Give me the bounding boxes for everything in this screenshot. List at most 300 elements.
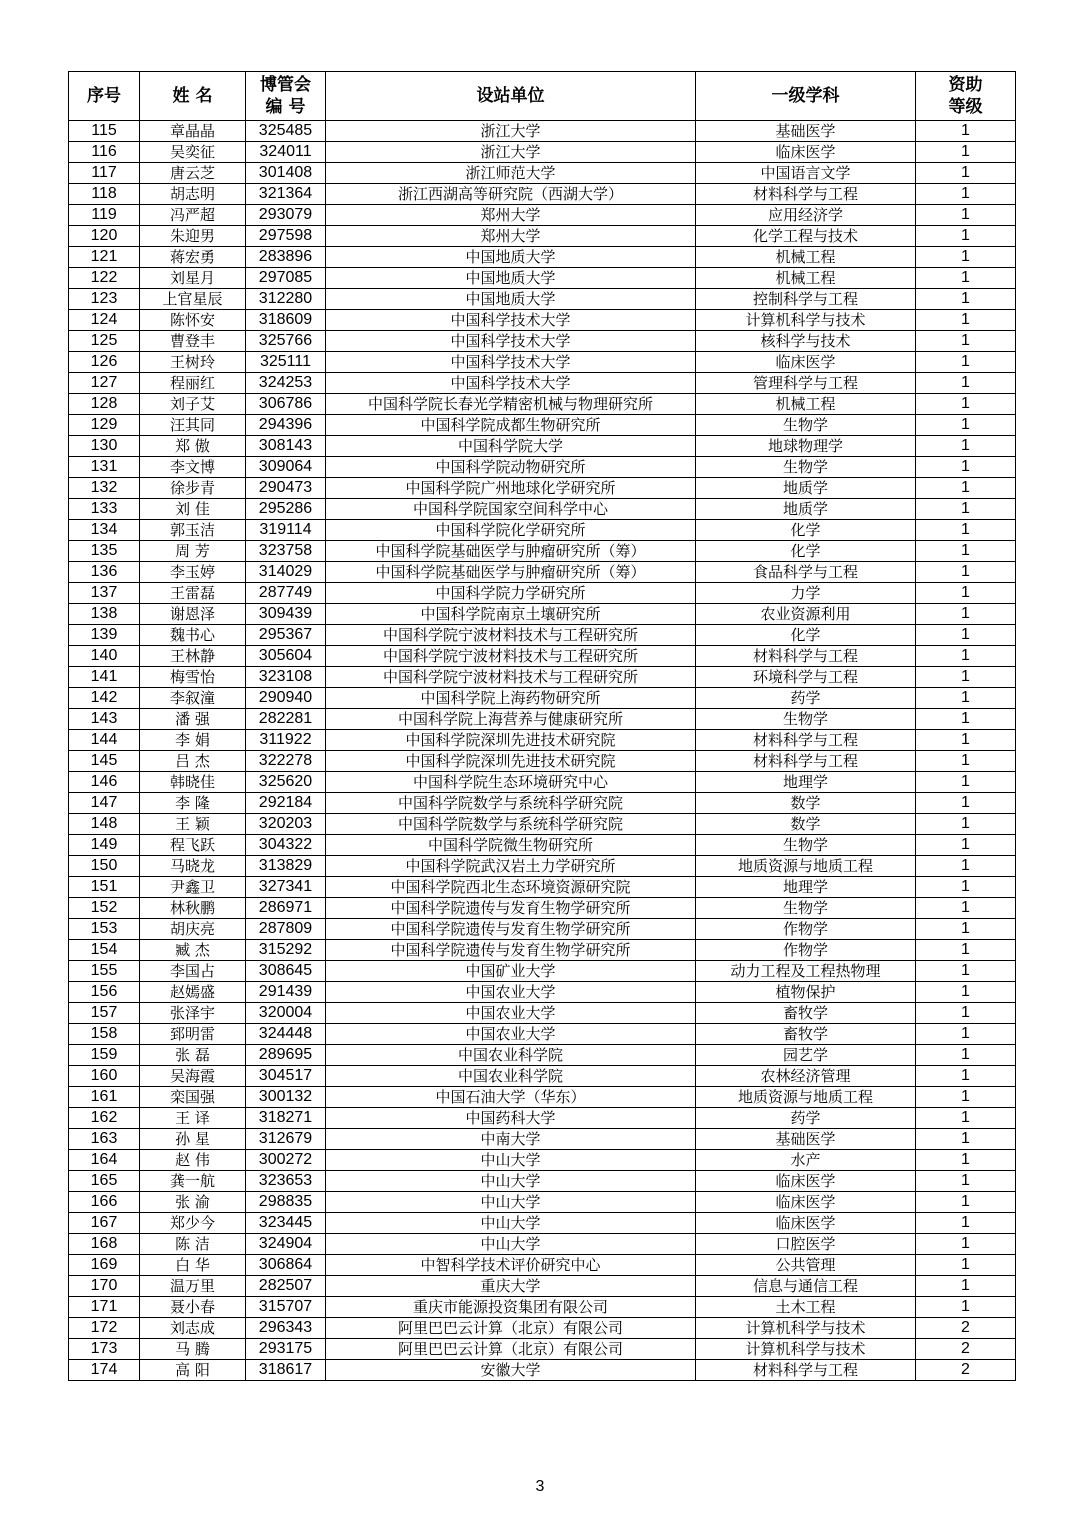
header-id-line1: 博管会 xyxy=(260,75,311,95)
unit-cell: 浙江西湖高等研究院（西湖大学） xyxy=(326,184,696,205)
seq-cell: 152 xyxy=(69,898,140,919)
discipline-cell: 植物保护 xyxy=(696,982,916,1003)
id-cell: 318617 xyxy=(246,1360,326,1381)
id-cell: 305604 xyxy=(246,646,326,667)
name-cell: 马 腾 xyxy=(140,1339,246,1360)
unit-cell: 中国科学院基础医学与肿瘤研究所（筹） xyxy=(326,562,696,583)
seq-cell: 149 xyxy=(69,835,140,856)
grade-cell: 1 xyxy=(916,478,1016,499)
id-cell: 300272 xyxy=(246,1150,326,1171)
discipline-cell: 基础医学 xyxy=(696,1129,916,1150)
table-row xyxy=(69,1066,1016,1087)
seq-cell: 125 xyxy=(69,331,140,352)
unit-cell: 中山大学 xyxy=(326,1150,696,1171)
name-cell: 张 渝 xyxy=(140,1192,246,1213)
name-cell: 郅明雷 xyxy=(140,1024,246,1045)
table-row xyxy=(69,772,1016,793)
id-cell: 309439 xyxy=(246,604,326,625)
unit-cell: 中国科学技术大学 xyxy=(326,373,696,394)
discipline-cell: 临床医学 xyxy=(696,1192,916,1213)
discipline-cell: 水产 xyxy=(696,1150,916,1171)
unit-cell: 重庆市能源投资集团有限公司 xyxy=(326,1297,696,1318)
unit-cell: 中国科学院上海药物研究所 xyxy=(326,688,696,709)
seq-cell: 115 xyxy=(69,121,140,142)
table-row xyxy=(69,1150,1016,1171)
table-row xyxy=(69,1087,1016,1108)
unit-cell: 中国科学院基础医学与肿瘤研究所（筹） xyxy=(326,541,696,562)
grade-cell: 1 xyxy=(916,1024,1016,1045)
seq-cell: 124 xyxy=(69,310,140,331)
id-cell: 306864 xyxy=(246,1255,326,1276)
grade-cell: 1 xyxy=(916,121,1016,142)
grade-cell: 1 xyxy=(916,394,1016,415)
table-row xyxy=(69,436,1016,457)
grade-cell: 1 xyxy=(916,814,1016,835)
grade-cell: 1 xyxy=(916,1255,1016,1276)
discipline-cell: 地球物理学 xyxy=(696,436,916,457)
discipline-cell: 土木工程 xyxy=(696,1297,916,1318)
name-cell: 朱迎男 xyxy=(140,226,246,247)
table-row xyxy=(69,562,1016,583)
seq-cell: 147 xyxy=(69,793,140,814)
id-cell: 304322 xyxy=(246,835,326,856)
name-cell: 魏书心 xyxy=(140,625,246,646)
id-cell: 293175 xyxy=(246,1339,326,1360)
table-row xyxy=(69,415,1016,436)
name-cell: 赵 伟 xyxy=(140,1150,246,1171)
name-cell: 栾国强 xyxy=(140,1087,246,1108)
discipline-cell: 计算机科学与技术 xyxy=(696,310,916,331)
grade-cell: 1 xyxy=(916,688,1016,709)
unit-cell: 中国科学院生态环境研究中心 xyxy=(326,772,696,793)
seq-cell: 154 xyxy=(69,940,140,961)
discipline-cell: 化学工程与技术 xyxy=(696,226,916,247)
unit-cell: 中国科学院武汉岩土力学研究所 xyxy=(326,856,696,877)
seq-cell: 168 xyxy=(69,1234,140,1255)
name-cell: 谢恩泽 xyxy=(140,604,246,625)
discipline-cell: 地理学 xyxy=(696,877,916,898)
name-cell: 高 阳 xyxy=(140,1360,246,1381)
table-row xyxy=(69,1045,1016,1066)
table-row xyxy=(69,478,1016,499)
seq-cell: 120 xyxy=(69,226,140,247)
name-cell: 白 华 xyxy=(140,1255,246,1276)
name-cell: 刘星月 xyxy=(140,268,246,289)
id-cell: 289695 xyxy=(246,1045,326,1066)
unit-cell: 中国科学院深圳先进技术研究院 xyxy=(326,730,696,751)
seq-cell: 121 xyxy=(69,247,140,268)
unit-cell: 中国科学院宁波材料技术与工程研究所 xyxy=(326,625,696,646)
unit-cell: 中国科学院广州地球化学研究所 xyxy=(326,478,696,499)
id-cell: 312280 xyxy=(246,289,326,310)
unit-cell: 浙江师范大学 xyxy=(326,163,696,184)
id-cell: 314029 xyxy=(246,562,326,583)
table-row xyxy=(69,877,1016,898)
id-cell: 295367 xyxy=(246,625,326,646)
discipline-cell: 动力工程及工程热物理 xyxy=(696,961,916,982)
discipline-cell: 生物学 xyxy=(696,415,916,436)
grade-cell: 1 xyxy=(916,1213,1016,1234)
id-cell: 313829 xyxy=(246,856,326,877)
discipline-cell: 畜牧学 xyxy=(696,1024,916,1045)
discipline-cell: 材料科学与工程 xyxy=(696,751,916,772)
name-cell: 王树玲 xyxy=(140,352,246,373)
seq-cell: 123 xyxy=(69,289,140,310)
name-cell: 李国占 xyxy=(140,961,246,982)
unit-cell: 郑州大学 xyxy=(326,205,696,226)
name-cell: 程飞跃 xyxy=(140,835,246,856)
grade-cell: 1 xyxy=(916,1234,1016,1255)
discipline-cell: 管理科学与工程 xyxy=(696,373,916,394)
unit-cell: 中智科学技术评价研究中心 xyxy=(326,1255,696,1276)
grade-cell: 1 xyxy=(916,373,1016,394)
discipline-cell: 食品科学与工程 xyxy=(696,562,916,583)
unit-cell: 中国石油大学（华东） xyxy=(326,1087,696,1108)
table-row xyxy=(69,688,1016,709)
unit-cell: 中国科学院宁波材料技术与工程研究所 xyxy=(326,667,696,688)
seq-cell: 161 xyxy=(69,1087,140,1108)
table-row xyxy=(69,1360,1016,1381)
id-cell: 324904 xyxy=(246,1234,326,1255)
name-cell: 潘 强 xyxy=(140,709,246,730)
name-cell: 陈 洁 xyxy=(140,1234,246,1255)
seq-cell: 162 xyxy=(69,1108,140,1129)
grade-cell: 1 xyxy=(916,898,1016,919)
name-cell: 马晓龙 xyxy=(140,856,246,877)
unit-cell: 中国农业大学 xyxy=(326,1024,696,1045)
unit-cell: 中国科学院遗传与发育生物学研究所 xyxy=(326,940,696,961)
grade-cell: 1 xyxy=(916,751,1016,772)
table-row xyxy=(69,940,1016,961)
unit-cell: 中国科学院遗传与发育生物学研究所 xyxy=(326,898,696,919)
discipline-cell: 农林经济管理 xyxy=(696,1066,916,1087)
name-cell: 韩晓佳 xyxy=(140,772,246,793)
id-cell: 311922 xyxy=(246,730,326,751)
name-cell: 吴奕征 xyxy=(140,142,246,163)
discipline-cell: 生物学 xyxy=(696,898,916,919)
grade-cell: 1 xyxy=(916,142,1016,163)
id-cell: 282507 xyxy=(246,1276,326,1297)
name-cell: 李 隆 xyxy=(140,793,246,814)
name-cell: 刘志成 xyxy=(140,1318,246,1339)
discipline-cell: 生物学 xyxy=(696,457,916,478)
name-cell: 上官星辰 xyxy=(140,289,246,310)
discipline-cell: 应用经济学 xyxy=(696,205,916,226)
seq-cell: 129 xyxy=(69,415,140,436)
unit-cell: 中国科学技术大学 xyxy=(326,352,696,373)
seq-cell: 174 xyxy=(69,1360,140,1381)
name-cell: 汪其同 xyxy=(140,415,246,436)
grade-cell: 1 xyxy=(916,604,1016,625)
grade-cell: 1 xyxy=(916,289,1016,310)
seq-cell: 145 xyxy=(69,751,140,772)
discipline-cell: 畜牧学 xyxy=(696,1003,916,1024)
table-row xyxy=(69,310,1016,331)
id-cell: 292184 xyxy=(246,793,326,814)
table-row xyxy=(69,373,1016,394)
grade-cell: 1 xyxy=(916,205,1016,226)
unit-cell: 中国农业大学 xyxy=(326,982,696,1003)
unit-cell: 中国农业科学院 xyxy=(326,1066,696,1087)
table-row xyxy=(69,331,1016,352)
id-cell: 321364 xyxy=(246,184,326,205)
id-cell: 306786 xyxy=(246,394,326,415)
name-cell: 龚一航 xyxy=(140,1171,246,1192)
table-row xyxy=(69,247,1016,268)
grade-cell: 1 xyxy=(916,541,1016,562)
unit-cell: 中国科学院深圳先进技术研究院 xyxy=(326,751,696,772)
discipline-cell: 生物学 xyxy=(696,709,916,730)
name-cell: 胡志明 xyxy=(140,184,246,205)
discipline-cell: 地质学 xyxy=(696,478,916,499)
unit-cell: 中国科学技术大学 xyxy=(326,331,696,352)
name-cell: 张 磊 xyxy=(140,1045,246,1066)
seq-cell: 166 xyxy=(69,1192,140,1213)
unit-cell: 中国地质大学 xyxy=(326,247,696,268)
unit-cell: 中国科学院动物研究所 xyxy=(326,457,696,478)
id-cell: 282281 xyxy=(246,709,326,730)
grade-cell: 1 xyxy=(916,793,1016,814)
name-cell: 聂小春 xyxy=(140,1297,246,1318)
grade-cell: 1 xyxy=(916,352,1016,373)
seq-cell: 118 xyxy=(69,184,140,205)
seq-cell: 148 xyxy=(69,814,140,835)
unit-cell: 中南大学 xyxy=(326,1129,696,1150)
id-cell: 294396 xyxy=(246,415,326,436)
name-cell: 王 译 xyxy=(140,1108,246,1129)
unit-cell: 浙江大学 xyxy=(326,142,696,163)
grade-cell: 1 xyxy=(916,1276,1016,1297)
grade-cell: 1 xyxy=(916,772,1016,793)
discipline-cell: 数学 xyxy=(696,793,916,814)
id-cell: 318271 xyxy=(246,1108,326,1129)
discipline-cell: 作物学 xyxy=(696,919,916,940)
unit-cell: 中国地质大学 xyxy=(326,268,696,289)
grade-cell: 2 xyxy=(916,1318,1016,1339)
grade-cell: 1 xyxy=(916,1150,1016,1171)
id-cell: 301408 xyxy=(246,163,326,184)
grade-cell: 1 xyxy=(916,184,1016,205)
name-cell: 郑 傲 xyxy=(140,436,246,457)
grade-cell: 1 xyxy=(916,835,1016,856)
discipline-cell: 材料科学与工程 xyxy=(696,646,916,667)
grade-cell: 1 xyxy=(916,499,1016,520)
seq-cell: 117 xyxy=(69,163,140,184)
grade-cell: 2 xyxy=(916,1360,1016,1381)
table-row xyxy=(69,709,1016,730)
name-cell: 李文博 xyxy=(140,457,246,478)
header-grade-line1: 资助 xyxy=(948,75,983,95)
discipline-cell: 公共管理 xyxy=(696,1255,916,1276)
grade-cell: 1 xyxy=(916,1129,1016,1150)
seq-cell: 138 xyxy=(69,604,140,625)
seq-cell: 169 xyxy=(69,1255,140,1276)
seq-cell: 151 xyxy=(69,877,140,898)
unit-cell: 郑州大学 xyxy=(326,226,696,247)
name-cell: 郑少今 xyxy=(140,1213,246,1234)
id-cell: 315707 xyxy=(246,1297,326,1318)
table-row xyxy=(69,1213,1016,1234)
grade-cell: 1 xyxy=(916,1192,1016,1213)
unit-cell: 中国科学院国家空间科学中心 xyxy=(326,499,696,520)
name-cell: 章晶晶 xyxy=(140,121,246,142)
seq-cell: 164 xyxy=(69,1150,140,1171)
name-cell: 郭玉洁 xyxy=(140,520,246,541)
unit-cell: 中国矿业大学 xyxy=(326,961,696,982)
name-cell: 王雷磊 xyxy=(140,583,246,604)
header-id xyxy=(246,72,326,121)
id-cell: 312679 xyxy=(246,1129,326,1150)
table-row xyxy=(69,898,1016,919)
unit-cell: 中山大学 xyxy=(326,1234,696,1255)
table-row xyxy=(69,1192,1016,1213)
grade-cell: 1 xyxy=(916,919,1016,940)
grade-cell: 1 xyxy=(916,457,1016,478)
unit-cell: 中国科学院宁波材料技术与工程研究所 xyxy=(326,646,696,667)
id-cell: 304517 xyxy=(246,1066,326,1087)
table-row xyxy=(69,394,1016,415)
table-row xyxy=(69,1339,1016,1360)
discipline-cell: 临床医学 xyxy=(696,1171,916,1192)
name-cell: 唐云芝 xyxy=(140,163,246,184)
table-row xyxy=(69,583,1016,604)
table-header xyxy=(69,72,1016,121)
seq-cell: 136 xyxy=(69,562,140,583)
name-cell: 李玉婷 xyxy=(140,562,246,583)
name-cell: 张泽宇 xyxy=(140,1003,246,1024)
table-row xyxy=(69,751,1016,772)
discipline-cell: 材料科学与工程 xyxy=(696,730,916,751)
grade-cell: 1 xyxy=(916,667,1016,688)
table-row xyxy=(69,919,1016,940)
discipline-cell: 口腔医学 xyxy=(696,1234,916,1255)
unit-cell: 中国科学院数学与系统科学研究院 xyxy=(326,793,696,814)
postdoc-funding-table xyxy=(68,71,1016,1381)
table-row xyxy=(69,835,1016,856)
discipline-cell: 化学 xyxy=(696,541,916,562)
id-cell: 325111 xyxy=(246,352,326,373)
grade-cell: 1 xyxy=(916,415,1016,436)
table-row xyxy=(69,520,1016,541)
grade-cell: 1 xyxy=(916,1066,1016,1087)
discipline-cell: 机械工程 xyxy=(696,247,916,268)
id-cell: 308143 xyxy=(246,436,326,457)
seq-cell: 165 xyxy=(69,1171,140,1192)
table-row xyxy=(69,226,1016,247)
discipline-cell: 基础医学 xyxy=(696,121,916,142)
seq-cell: 140 xyxy=(69,646,140,667)
header-id-line2: 编 号 xyxy=(265,97,306,117)
grade-cell: 1 xyxy=(916,583,1016,604)
table-row xyxy=(69,184,1016,205)
name-cell: 陈怀安 xyxy=(140,310,246,331)
table-row xyxy=(69,1297,1016,1318)
seq-cell: 137 xyxy=(69,583,140,604)
table-row xyxy=(69,646,1016,667)
seq-cell: 173 xyxy=(69,1339,140,1360)
grade-cell: 1 xyxy=(916,226,1016,247)
table-row xyxy=(69,961,1016,982)
unit-cell: 中国科学院大学 xyxy=(326,436,696,457)
seq-cell: 135 xyxy=(69,541,140,562)
seq-cell: 144 xyxy=(69,730,140,751)
table-row xyxy=(69,982,1016,1003)
grade-cell: 1 xyxy=(916,730,1016,751)
unit-cell: 中国科学院遗传与发育生物学研究所 xyxy=(326,919,696,940)
seq-cell: 133 xyxy=(69,499,140,520)
grade-cell: 1 xyxy=(916,646,1016,667)
id-cell: 322278 xyxy=(246,751,326,772)
table-row xyxy=(69,730,1016,751)
unit-cell: 安徽大学 xyxy=(326,1360,696,1381)
table-row xyxy=(69,457,1016,478)
seq-cell: 122 xyxy=(69,268,140,289)
discipline-cell: 中国语言文学 xyxy=(696,163,916,184)
name-cell: 尹鑫卫 xyxy=(140,877,246,898)
discipline-cell: 计算机科学与技术 xyxy=(696,1318,916,1339)
seq-cell: 143 xyxy=(69,709,140,730)
id-cell: 287809 xyxy=(246,919,326,940)
id-cell: 323108 xyxy=(246,667,326,688)
table-row xyxy=(69,793,1016,814)
unit-cell: 阿里巴巴云计算（北京）有限公司 xyxy=(326,1339,696,1360)
id-cell: 296343 xyxy=(246,1318,326,1339)
seq-cell: 159 xyxy=(69,1045,140,1066)
grade-cell: 1 xyxy=(916,436,1016,457)
id-cell: 324253 xyxy=(246,373,326,394)
header-row xyxy=(69,72,1016,121)
discipline-cell: 材料科学与工程 xyxy=(696,184,916,205)
seq-cell: 163 xyxy=(69,1129,140,1150)
grade-cell: 1 xyxy=(916,982,1016,1003)
name-cell: 臧 杰 xyxy=(140,940,246,961)
name-cell: 周 芳 xyxy=(140,541,246,562)
seq-cell: 150 xyxy=(69,856,140,877)
name-cell: 梅雪怡 xyxy=(140,667,246,688)
table-row xyxy=(69,1276,1016,1297)
name-cell: 蒋宏勇 xyxy=(140,247,246,268)
id-cell: 318609 xyxy=(246,310,326,331)
page-number: 3 xyxy=(535,1478,545,1495)
id-cell: 287749 xyxy=(246,583,326,604)
grade-cell: 1 xyxy=(916,1108,1016,1129)
grade-cell: 1 xyxy=(916,562,1016,583)
id-cell: 324448 xyxy=(246,1024,326,1045)
discipline-cell: 地理学 xyxy=(696,772,916,793)
seq-cell: 139 xyxy=(69,625,140,646)
grade-cell: 1 xyxy=(916,625,1016,646)
seq-cell: 142 xyxy=(69,688,140,709)
header-grade-line2: 等级 xyxy=(948,97,983,117)
unit-cell: 阿里巴巴云计算（北京）有限公司 xyxy=(326,1318,696,1339)
seq-cell: 126 xyxy=(69,352,140,373)
discipline-cell: 化学 xyxy=(696,520,916,541)
unit-cell: 重庆大学 xyxy=(326,1276,696,1297)
name-cell: 王林静 xyxy=(140,646,246,667)
table-row xyxy=(69,121,1016,142)
unit-cell: 中国药科大学 xyxy=(326,1108,696,1129)
discipline-cell: 材料科学与工程 xyxy=(696,1360,916,1381)
name-cell: 赵嫣盛 xyxy=(140,982,246,1003)
name-cell: 吴海霞 xyxy=(140,1066,246,1087)
header-grade xyxy=(916,72,1016,121)
name-cell: 徐步青 xyxy=(140,478,246,499)
grade-cell: 1 xyxy=(916,247,1016,268)
discipline-cell: 数学 xyxy=(696,814,916,835)
seq-cell: 127 xyxy=(69,373,140,394)
seq-cell: 141 xyxy=(69,667,140,688)
table-row xyxy=(69,625,1016,646)
